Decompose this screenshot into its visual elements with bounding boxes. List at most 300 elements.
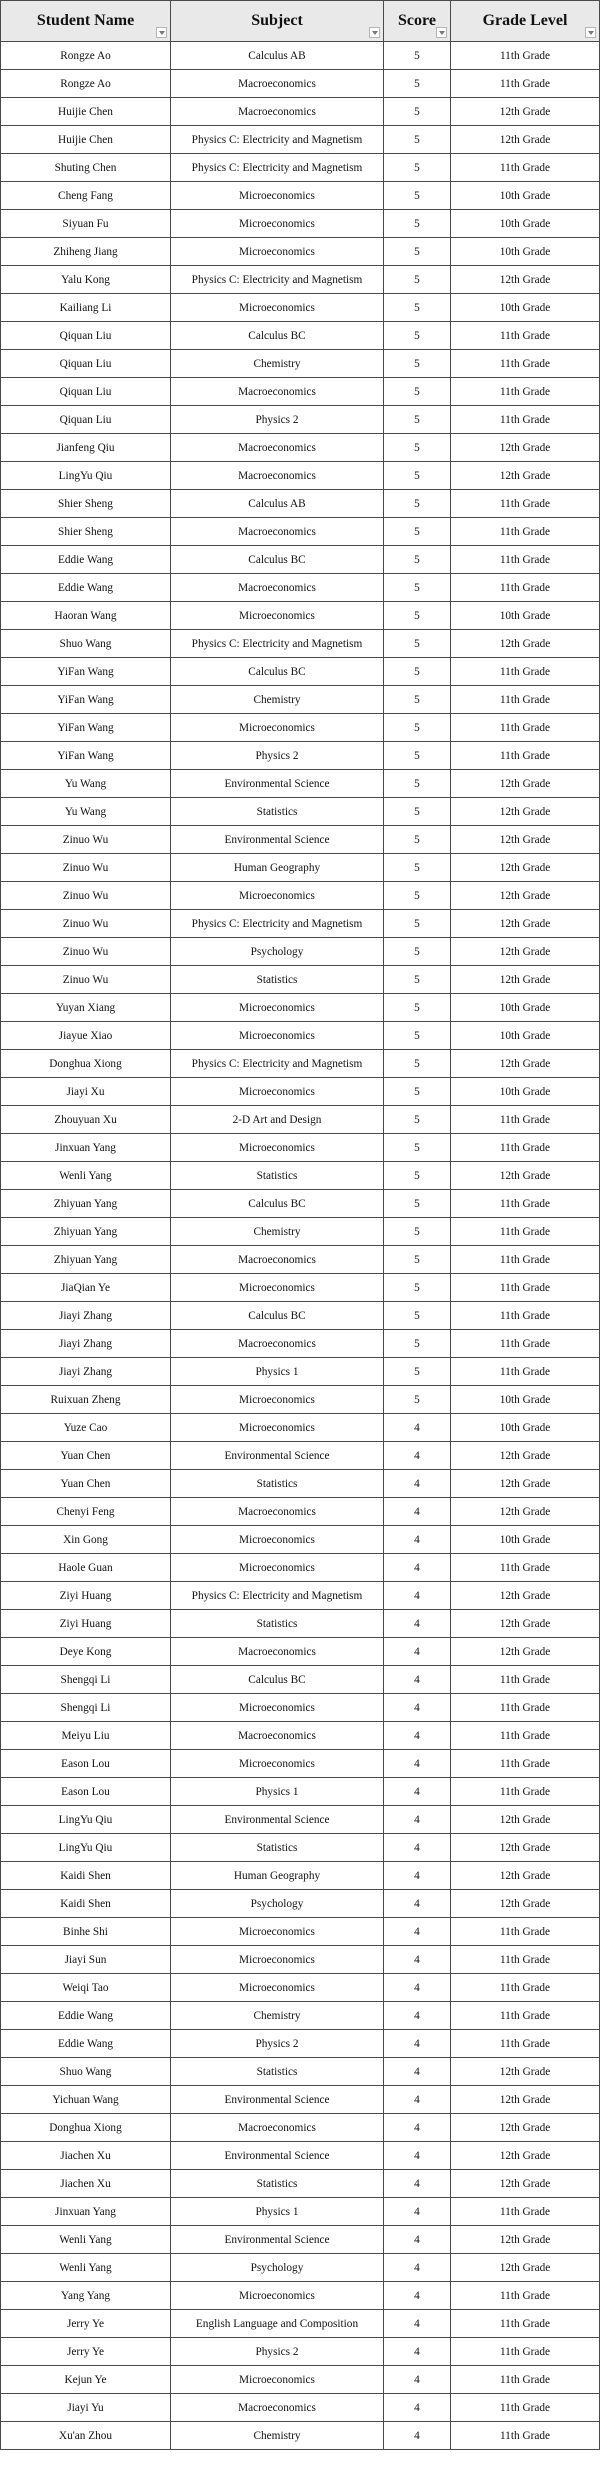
cell-student-name[interactable]: Yichuan Wang xyxy=(1,2086,171,2114)
cell-grade-level[interactable]: 11th Grade xyxy=(451,1274,600,1302)
cell-score[interactable]: 4 xyxy=(384,2058,451,2086)
cell-student-name[interactable]: Jiayi Zhang xyxy=(1,1358,171,1386)
cell-student-name[interactable]: Qiquan Liu xyxy=(1,378,171,406)
cell-student-name[interactable]: Rongze Ao xyxy=(1,42,171,70)
cell-grade-level[interactable]: 10th Grade xyxy=(451,1386,600,1414)
cell-subject[interactable]: Calculus BC xyxy=(171,658,384,686)
cell-subject[interactable]: Chemistry xyxy=(171,2002,384,2030)
cell-score[interactable]: 4 xyxy=(384,2030,451,2058)
cell-subject[interactable]: Microeconomics xyxy=(171,294,384,322)
cell-score[interactable]: 5 xyxy=(384,1302,451,1330)
cell-score[interactable]: 4 xyxy=(384,1890,451,1918)
cell-student-name[interactable]: LingYu Qiu xyxy=(1,1806,171,1834)
cell-student-name[interactable]: Kejun Ye xyxy=(1,2366,171,2394)
cell-student-name[interactable]: Shuo Wang xyxy=(1,2058,171,2086)
cell-student-name[interactable]: Haoran Wang xyxy=(1,602,171,630)
cell-score[interactable]: 4 xyxy=(384,1722,451,1750)
cell-subject[interactable]: Microeconomics xyxy=(171,1918,384,1946)
cell-student-name[interactable]: Jiayue Xiao xyxy=(1,1022,171,1050)
cell-score[interactable]: 5 xyxy=(384,70,451,98)
cell-score[interactable]: 5 xyxy=(384,1190,451,1218)
cell-grade-level[interactable]: 11th Grade xyxy=(451,2030,600,2058)
cell-grade-level[interactable]: 11th Grade xyxy=(451,2422,600,2450)
cell-grade-level[interactable]: 11th Grade xyxy=(451,2394,600,2422)
cell-student-name[interactable]: Yuan Chen xyxy=(1,1442,171,1470)
cell-score[interactable]: 5 xyxy=(384,406,451,434)
cell-subject[interactable]: Microeconomics xyxy=(171,238,384,266)
cell-score[interactable]: 5 xyxy=(384,1386,451,1414)
cell-subject[interactable]: Microeconomics xyxy=(171,714,384,742)
cell-subject[interactable]: Calculus BC xyxy=(171,322,384,350)
cell-score[interactable]: 5 xyxy=(384,630,451,658)
cell-grade-level[interactable]: 11th Grade xyxy=(451,406,600,434)
cell-grade-level[interactable]: 11th Grade xyxy=(451,742,600,770)
cell-grade-level[interactable]: 12th Grade xyxy=(451,462,600,490)
cell-grade-level[interactable]: 11th Grade xyxy=(451,1918,600,1946)
cell-grade-level[interactable]: 12th Grade xyxy=(451,966,600,994)
cell-grade-level[interactable]: 12th Grade xyxy=(451,1806,600,1834)
cell-grade-level[interactable]: 12th Grade xyxy=(451,2086,600,2114)
cell-grade-level[interactable]: 10th Grade xyxy=(451,1526,600,1554)
filter-dropdown-icon[interactable] xyxy=(369,27,380,38)
cell-grade-level[interactable]: 12th Grade xyxy=(451,1834,600,1862)
cell-subject[interactable]: Microeconomics xyxy=(171,1946,384,1974)
cell-score[interactable]: 4 xyxy=(384,1750,451,1778)
cell-subject[interactable]: Macroeconomics xyxy=(171,574,384,602)
cell-grade-level[interactable]: 12th Grade xyxy=(451,2254,600,2282)
cell-student-name[interactable]: Huijie Chen xyxy=(1,126,171,154)
cell-score[interactable]: 5 xyxy=(384,1050,451,1078)
cell-student-name[interactable]: Ziyi Huang xyxy=(1,1610,171,1638)
cell-subject[interactable]: Calculus AB xyxy=(171,42,384,70)
cell-grade-level[interactable]: 12th Grade xyxy=(451,1890,600,1918)
cell-student-name[interactable]: Jinxuan Yang xyxy=(1,1134,171,1162)
cell-grade-level[interactable]: 12th Grade xyxy=(451,1862,600,1890)
cell-subject[interactable]: Environmental Science xyxy=(171,770,384,798)
filter-dropdown-icon[interactable] xyxy=(436,27,447,38)
cell-student-name[interactable]: Kaidi Shen xyxy=(1,1890,171,1918)
cell-student-name[interactable]: Binhe Shi xyxy=(1,1918,171,1946)
cell-student-name[interactable]: Eason Lou xyxy=(1,1750,171,1778)
cell-student-name[interactable]: Zinuo Wu xyxy=(1,966,171,994)
cell-grade-level[interactable]: 11th Grade xyxy=(451,1666,600,1694)
cell-subject[interactable]: Psychology xyxy=(171,1890,384,1918)
cell-grade-level[interactable]: 11th Grade xyxy=(451,1358,600,1386)
cell-score[interactable]: 4 xyxy=(384,2142,451,2170)
cell-score[interactable]: 4 xyxy=(384,1862,451,1890)
cell-student-name[interactable]: Yuze Cao xyxy=(1,1414,171,1442)
cell-grade-level[interactable]: 12th Grade xyxy=(451,1442,600,1470)
cell-student-name[interactable]: Wenli Yang xyxy=(1,2226,171,2254)
cell-student-name[interactable]: Jiayi Xu xyxy=(1,1078,171,1106)
cell-student-name[interactable]: Zinuo Wu xyxy=(1,938,171,966)
cell-grade-level[interactable]: 11th Grade xyxy=(451,1974,600,2002)
cell-score[interactable]: 5 xyxy=(384,1330,451,1358)
cell-subject[interactable]: Macroeconomics xyxy=(171,518,384,546)
cell-subject[interactable]: Physics C: Electricity and Magnetism xyxy=(171,266,384,294)
cell-grade-level[interactable]: 12th Grade xyxy=(451,882,600,910)
cell-score[interactable]: 5 xyxy=(384,518,451,546)
cell-grade-level[interactable]: 11th Grade xyxy=(451,1106,600,1134)
cell-student-name[interactable]: YiFan Wang xyxy=(1,714,171,742)
cell-student-name[interactable]: Shengqi Li xyxy=(1,1666,171,1694)
cell-score[interactable]: 5 xyxy=(384,602,451,630)
cell-score[interactable]: 4 xyxy=(384,1974,451,2002)
cell-grade-level[interactable]: 11th Grade xyxy=(451,490,600,518)
cell-grade-level[interactable]: 12th Grade xyxy=(451,826,600,854)
cell-score[interactable]: 4 xyxy=(384,2002,451,2030)
cell-student-name[interactable]: Zhouyuan Xu xyxy=(1,1106,171,1134)
cell-grade-level[interactable]: 11th Grade xyxy=(451,1554,600,1582)
cell-student-name[interactable]: Yu Wang xyxy=(1,798,171,826)
cell-student-name[interactable]: Yuan Chen xyxy=(1,1470,171,1498)
cell-subject[interactable]: Physics 2 xyxy=(171,742,384,770)
cell-student-name[interactable]: LingYu Qiu xyxy=(1,1834,171,1862)
cell-grade-level[interactable]: 11th Grade xyxy=(451,658,600,686)
cell-score[interactable]: 4 xyxy=(384,1582,451,1610)
cell-score[interactable]: 5 xyxy=(384,1358,451,1386)
cell-student-name[interactable]: Zinuo Wu xyxy=(1,826,171,854)
cell-student-name[interactable]: Chenyi Feng xyxy=(1,1498,171,1526)
cell-score[interactable]: 4 xyxy=(384,2226,451,2254)
cell-student-name[interactable]: Jerry Ye xyxy=(1,2310,171,2338)
cell-score[interactable]: 4 xyxy=(384,1806,451,1834)
cell-subject[interactable]: Microeconomics xyxy=(171,1414,384,1442)
cell-subject[interactable]: Chemistry xyxy=(171,686,384,714)
cell-student-name[interactable]: Kaidi Shen xyxy=(1,1862,171,1890)
cell-subject[interactable]: Human Geography xyxy=(171,1862,384,1890)
cell-subject[interactable]: Macroeconomics xyxy=(171,434,384,462)
cell-subject[interactable]: Microeconomics xyxy=(171,1974,384,2002)
cell-grade-level[interactable]: 12th Grade xyxy=(451,938,600,966)
cell-subject[interactable]: Macroeconomics xyxy=(171,1638,384,1666)
cell-score[interactable]: 4 xyxy=(384,2198,451,2226)
cell-student-name[interactable]: Yu Wang xyxy=(1,770,171,798)
cell-student-name[interactable]: Jiachen Xu xyxy=(1,2142,171,2170)
cell-student-name[interactable]: Jiayi Yu xyxy=(1,2394,171,2422)
cell-subject[interactable]: Physics C: Electricity and Magnetism xyxy=(171,630,384,658)
cell-score[interactable]: 5 xyxy=(384,490,451,518)
cell-grade-level[interactable]: 12th Grade xyxy=(451,2226,600,2254)
cell-student-name[interactable]: Eddie Wang xyxy=(1,574,171,602)
cell-score[interactable]: 5 xyxy=(384,686,451,714)
cell-score[interactable]: 4 xyxy=(384,1554,451,1582)
cell-student-name[interactable]: Xu'an Zhou xyxy=(1,2422,171,2450)
cell-grade-level[interactable]: 12th Grade xyxy=(451,910,600,938)
cell-grade-level[interactable]: 11th Grade xyxy=(451,1778,600,1806)
cell-subject[interactable]: Macroeconomics xyxy=(171,2114,384,2142)
cell-score[interactable]: 5 xyxy=(384,1106,451,1134)
cell-subject[interactable]: Microeconomics xyxy=(171,1554,384,1582)
cell-subject[interactable]: Psychology xyxy=(171,938,384,966)
cell-subject[interactable]: Calculus BC xyxy=(171,1666,384,1694)
cell-student-name[interactable]: Shuting Chen xyxy=(1,154,171,182)
cell-grade-level[interactable]: 11th Grade xyxy=(451,1302,600,1330)
cell-score[interactable]: 5 xyxy=(384,1274,451,1302)
cell-subject[interactable]: Calculus BC xyxy=(171,1190,384,1218)
cell-score[interactable]: 5 xyxy=(384,1134,451,1162)
cell-student-name[interactable]: Eason Lou xyxy=(1,1778,171,1806)
cell-student-name[interactable]: Jiayi Sun xyxy=(1,1946,171,1974)
cell-subject[interactable]: Macroeconomics xyxy=(171,462,384,490)
cell-subject[interactable]: Chemistry xyxy=(171,1218,384,1246)
cell-score[interactable]: 5 xyxy=(384,350,451,378)
cell-student-name[interactable]: Jiachen Xu xyxy=(1,2170,171,2198)
cell-subject[interactable]: Microeconomics xyxy=(171,1526,384,1554)
cell-student-name[interactable]: Jerry Ye xyxy=(1,2338,171,2366)
cell-subject[interactable]: Statistics xyxy=(171,798,384,826)
cell-grade-level[interactable]: 12th Grade xyxy=(451,1638,600,1666)
cell-score[interactable]: 5 xyxy=(384,182,451,210)
cell-grade-level[interactable]: 12th Grade xyxy=(451,2170,600,2198)
cell-student-name[interactable]: Donghua Xiong xyxy=(1,2114,171,2142)
cell-student-name[interactable]: Cheng Fang xyxy=(1,182,171,210)
cell-grade-level[interactable]: 10th Grade xyxy=(451,294,600,322)
cell-grade-level[interactable]: 12th Grade xyxy=(451,1610,600,1638)
cell-student-name[interactable]: Wenli Yang xyxy=(1,1162,171,1190)
cell-subject[interactable]: Macroeconomics xyxy=(171,2394,384,2422)
cell-grade-level[interactable]: 11th Grade xyxy=(451,70,600,98)
cell-student-name[interactable]: Rongze Ao xyxy=(1,70,171,98)
cell-score[interactable]: 5 xyxy=(384,98,451,126)
cell-student-name[interactable]: Deye Kong xyxy=(1,1638,171,1666)
cell-subject[interactable]: Chemistry xyxy=(171,2422,384,2450)
cell-grade-level[interactable]: 11th Grade xyxy=(451,518,600,546)
cell-subject[interactable]: Psychology xyxy=(171,2254,384,2282)
cell-grade-level[interactable]: 10th Grade xyxy=(451,182,600,210)
cell-grade-level[interactable]: 10th Grade xyxy=(451,238,600,266)
cell-subject[interactable]: Physics C: Electricity and Magnetism xyxy=(171,1050,384,1078)
cell-student-name[interactable]: Eddie Wang xyxy=(1,546,171,574)
cell-grade-level[interactable]: 12th Grade xyxy=(451,2142,600,2170)
cell-grade-level[interactable]: 11th Grade xyxy=(451,154,600,182)
cell-subject[interactable]: Microeconomics xyxy=(171,1078,384,1106)
cell-grade-level[interactable]: 11th Grade xyxy=(451,1190,600,1218)
cell-score[interactable]: 5 xyxy=(384,1162,451,1190)
cell-student-name[interactable]: Shier Sheng xyxy=(1,490,171,518)
cell-subject[interactable]: Environmental Science xyxy=(171,2086,384,2114)
cell-subject[interactable]: Environmental Science xyxy=(171,826,384,854)
cell-subject[interactable]: English Language and Composition xyxy=(171,2310,384,2338)
cell-score[interactable]: 5 xyxy=(384,1218,451,1246)
cell-grade-level[interactable]: 11th Grade xyxy=(451,1246,600,1274)
cell-student-name[interactable]: Ruixuan Zheng xyxy=(1,1386,171,1414)
cell-score[interactable]: 5 xyxy=(384,882,451,910)
cell-subject[interactable]: Calculus AB xyxy=(171,490,384,518)
cell-score[interactable]: 5 xyxy=(384,854,451,882)
cell-subject[interactable]: Physics C: Electricity and Magnetism xyxy=(171,126,384,154)
cell-subject[interactable]: Environmental Science xyxy=(171,1442,384,1470)
cell-score[interactable]: 5 xyxy=(384,266,451,294)
cell-grade-level[interactable]: 12th Grade xyxy=(451,1050,600,1078)
cell-subject[interactable]: Physics 1 xyxy=(171,1358,384,1386)
cell-score[interactable]: 4 xyxy=(384,1442,451,1470)
cell-grade-level[interactable]: 11th Grade xyxy=(451,2282,600,2310)
cell-score[interactable]: 5 xyxy=(384,42,451,70)
cell-score[interactable]: 4 xyxy=(384,2114,451,2142)
cell-score[interactable]: 4 xyxy=(384,2366,451,2394)
cell-student-name[interactable]: Zinuo Wu xyxy=(1,882,171,910)
cell-subject[interactable]: Macroeconomics xyxy=(171,70,384,98)
cell-subject[interactable]: Chemistry xyxy=(171,350,384,378)
cell-student-name[interactable]: Haole Guan xyxy=(1,1554,171,1582)
cell-subject[interactable]: Statistics xyxy=(171,1834,384,1862)
cell-grade-level[interactable]: 11th Grade xyxy=(451,350,600,378)
cell-score[interactable]: 4 xyxy=(384,1834,451,1862)
cell-score[interactable]: 4 xyxy=(384,2254,451,2282)
cell-score[interactable]: 5 xyxy=(384,938,451,966)
cell-score[interactable]: 5 xyxy=(384,770,451,798)
cell-score[interactable]: 5 xyxy=(384,378,451,406)
cell-subject[interactable]: Calculus BC xyxy=(171,1302,384,1330)
cell-score[interactable]: 5 xyxy=(384,714,451,742)
cell-grade-level[interactable]: 12th Grade xyxy=(451,126,600,154)
cell-student-name[interactable]: YiFan Wang xyxy=(1,658,171,686)
cell-subject[interactable]: Physics 1 xyxy=(171,1778,384,1806)
cell-score[interactable]: 5 xyxy=(384,1078,451,1106)
cell-score[interactable]: 5 xyxy=(384,1022,451,1050)
cell-subject[interactable]: Microeconomics xyxy=(171,994,384,1022)
cell-grade-level[interactable]: 11th Grade xyxy=(451,2338,600,2366)
cell-grade-level[interactable]: 11th Grade xyxy=(451,1722,600,1750)
cell-subject[interactable]: Microeconomics xyxy=(171,2366,384,2394)
cell-student-name[interactable]: Qiquan Liu xyxy=(1,350,171,378)
cell-grade-level[interactable]: 10th Grade xyxy=(451,1414,600,1442)
cell-score[interactable]: 4 xyxy=(384,1526,451,1554)
cell-student-name[interactable]: Zhiyuan Yang xyxy=(1,1190,171,1218)
cell-student-name[interactable]: YiFan Wang xyxy=(1,686,171,714)
cell-student-name[interactable]: Kailiang Li xyxy=(1,294,171,322)
cell-student-name[interactable]: Jianfeng Qiu xyxy=(1,434,171,462)
cell-student-name[interactable]: Meiyu Liu xyxy=(1,1722,171,1750)
cell-score[interactable]: 4 xyxy=(384,2422,451,2450)
cell-subject[interactable]: Physics 2 xyxy=(171,406,384,434)
cell-subject[interactable]: Physics C: Electricity and Magnetism xyxy=(171,154,384,182)
cell-grade-level[interactable]: 10th Grade xyxy=(451,994,600,1022)
cell-score[interactable]: 5 xyxy=(384,210,451,238)
cell-score[interactable]: 4 xyxy=(384,2170,451,2198)
cell-grade-level[interactable]: 11th Grade xyxy=(451,2366,600,2394)
cell-subject[interactable]: Statistics xyxy=(171,2058,384,2086)
cell-subject[interactable]: Microeconomics xyxy=(171,210,384,238)
cell-student-name[interactable]: Shengqi Li xyxy=(1,1694,171,1722)
cell-subject[interactable]: Microeconomics xyxy=(171,2282,384,2310)
cell-subject[interactable]: Macroeconomics xyxy=(171,1722,384,1750)
cell-grade-level[interactable]: 11th Grade xyxy=(451,2198,600,2226)
cell-subject[interactable]: Microeconomics xyxy=(171,1022,384,1050)
cell-student-name[interactable]: Zhiyuan Yang xyxy=(1,1246,171,1274)
cell-student-name[interactable]: Zinuo Wu xyxy=(1,910,171,938)
cell-score[interactable]: 5 xyxy=(384,994,451,1022)
cell-score[interactable]: 4 xyxy=(384,1918,451,1946)
cell-grade-level[interactable]: 12th Grade xyxy=(451,770,600,798)
cell-grade-level[interactable]: 11th Grade xyxy=(451,42,600,70)
cell-score[interactable]: 4 xyxy=(384,1470,451,1498)
cell-score[interactable]: 5 xyxy=(384,658,451,686)
cell-subject[interactable]: 2-D Art and Design xyxy=(171,1106,384,1134)
cell-student-name[interactable]: Wenli Yang xyxy=(1,2254,171,2282)
cell-score[interactable]: 4 xyxy=(384,1946,451,1974)
cell-score[interactable]: 5 xyxy=(384,238,451,266)
cell-student-name[interactable]: Qiquan Liu xyxy=(1,322,171,350)
cell-subject[interactable]: Microeconomics xyxy=(171,1694,384,1722)
cell-score[interactable]: 5 xyxy=(384,742,451,770)
cell-student-name[interactable]: LingYu Qiu xyxy=(1,462,171,490)
cell-subject[interactable]: Microeconomics xyxy=(171,602,384,630)
cell-student-name[interactable]: Jinxuan Yang xyxy=(1,2198,171,2226)
cell-score[interactable]: 4 xyxy=(384,1414,451,1442)
cell-subject[interactable]: Physics C: Electricity and Magnetism xyxy=(171,1582,384,1610)
cell-grade-level[interactable]: 11th Grade xyxy=(451,714,600,742)
cell-grade-level[interactable]: 12th Grade xyxy=(451,630,600,658)
cell-student-name[interactable]: Yang Yang xyxy=(1,2282,171,2310)
filter-dropdown-icon[interactable] xyxy=(585,27,596,38)
cell-subject[interactable]: Macroeconomics xyxy=(171,1330,384,1358)
cell-score[interactable]: 5 xyxy=(384,1246,451,1274)
cell-subject[interactable]: Environmental Science xyxy=(171,1806,384,1834)
cell-score[interactable]: 4 xyxy=(384,1498,451,1526)
cell-student-name[interactable]: Yalu Kong xyxy=(1,266,171,294)
cell-subject[interactable]: Microeconomics xyxy=(171,1750,384,1778)
cell-grade-level[interactable]: 10th Grade xyxy=(451,210,600,238)
cell-score[interactable]: 5 xyxy=(384,798,451,826)
cell-score[interactable]: 4 xyxy=(384,2394,451,2422)
cell-subject[interactable]: Statistics xyxy=(171,1162,384,1190)
cell-score[interactable]: 4 xyxy=(384,2086,451,2114)
cell-score[interactable]: 4 xyxy=(384,1638,451,1666)
cell-score[interactable]: 5 xyxy=(384,966,451,994)
cell-student-name[interactable]: Zinuo Wu xyxy=(1,854,171,882)
cell-score[interactable]: 5 xyxy=(384,462,451,490)
cell-student-name[interactable]: YiFan Wang xyxy=(1,742,171,770)
cell-subject[interactable]: Physics 1 xyxy=(171,2198,384,2226)
cell-student-name[interactable]: Weiqi Tao xyxy=(1,1974,171,2002)
cell-student-name[interactable]: Xin Gong xyxy=(1,1526,171,1554)
cell-grade-level[interactable]: 12th Grade xyxy=(451,98,600,126)
cell-student-name[interactable]: JiaQian Ye xyxy=(1,1274,171,1302)
cell-score[interactable]: 4 xyxy=(384,1778,451,1806)
cell-grade-level[interactable]: 11th Grade xyxy=(451,2310,600,2338)
cell-student-name[interactable]: Jiayi Zhang xyxy=(1,1302,171,1330)
cell-grade-level[interactable]: 12th Grade xyxy=(451,1470,600,1498)
cell-student-name[interactable]: Donghua Xiong xyxy=(1,1050,171,1078)
cell-grade-level[interactable]: 12th Grade xyxy=(451,2058,600,2086)
cell-subject[interactable]: Microeconomics xyxy=(171,1134,384,1162)
cell-grade-level[interactable]: 12th Grade xyxy=(451,798,600,826)
cell-subject[interactable]: Environmental Science xyxy=(171,2142,384,2170)
cell-grade-level[interactable]: 11th Grade xyxy=(451,378,600,406)
cell-score[interactable]: 4 xyxy=(384,2310,451,2338)
cell-grade-level[interactable]: 12th Grade xyxy=(451,434,600,462)
cell-student-name[interactable]: Zhiheng Jiang xyxy=(1,238,171,266)
cell-subject[interactable]: Macroeconomics xyxy=(171,98,384,126)
cell-score[interactable]: 4 xyxy=(384,1694,451,1722)
cell-score[interactable]: 5 xyxy=(384,322,451,350)
cell-subject[interactable]: Physics 2 xyxy=(171,2338,384,2366)
cell-grade-level[interactable]: 11th Grade xyxy=(451,1694,600,1722)
cell-grade-level[interactable]: 11th Grade xyxy=(451,1218,600,1246)
cell-subject[interactable]: Macroeconomics xyxy=(171,378,384,406)
cell-score[interactable]: 5 xyxy=(384,910,451,938)
cell-student-name[interactable]: Eddie Wang xyxy=(1,2030,171,2058)
cell-grade-level[interactable]: 11th Grade xyxy=(451,546,600,574)
cell-subject[interactable]: Statistics xyxy=(171,1470,384,1498)
cell-subject[interactable]: Calculus BC xyxy=(171,546,384,574)
cell-student-name[interactable]: Zhiyuan Yang xyxy=(1,1218,171,1246)
cell-student-name[interactable]: Eddie Wang xyxy=(1,2002,171,2030)
cell-score[interactable]: 5 xyxy=(384,546,451,574)
cell-student-name[interactable]: Qiquan Liu xyxy=(1,406,171,434)
